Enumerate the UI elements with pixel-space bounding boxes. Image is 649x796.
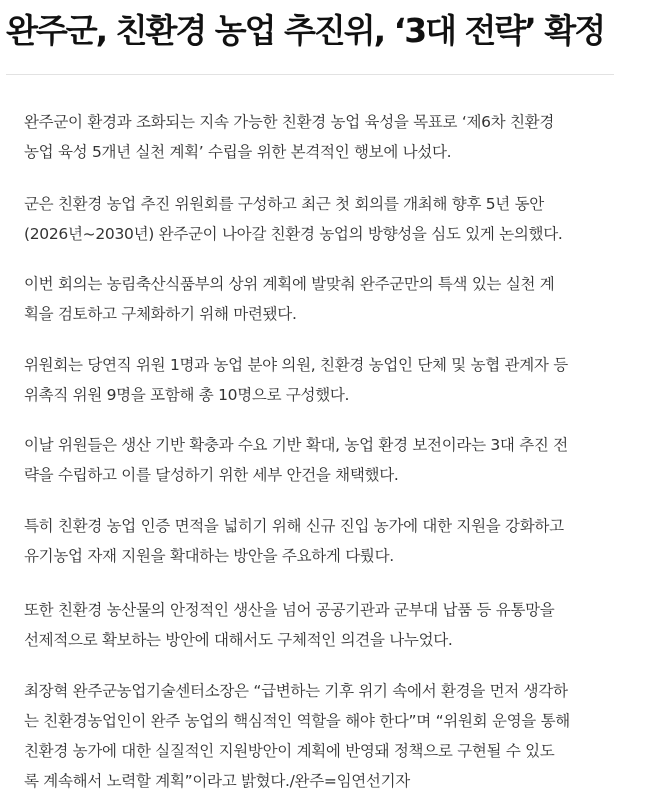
paragraph [24, 269, 606, 329]
paragraph-line: 또한 친환경 농산물의 안정적인 생산을 넘어 공공기관과 군부대 납품 등 유통망을 [24, 601, 555, 619]
paragraph [24, 350, 606, 410]
paragraph-line: 이번 회의는 농림축산식품부의 상위 계획에 발맞춰 완주군만의 특색 있는 실천 계 [24, 275, 555, 293]
paragraph-line: 최장혁 완주군농업기술센터소장은 “급변하는 기후 위기 속에서 환경을 먼저 생각하 [24, 682, 568, 700]
paragraph [24, 511, 606, 571]
paragraph [24, 595, 606, 655]
paragraph-line: 위원회는 당연직 위원 1명과 농업 분야 의원, 친환경 농업인 단체 및 농협 관계자 등 [24, 356, 568, 374]
headline-divider [6, 74, 614, 75]
paragraph-line: 친환경 농가에 대한 실질적인 지원방안이 계획에 반영돼 정책으로 구현될 수 있도 [24, 742, 555, 760]
paragraph [24, 107, 606, 167]
paragraph-line: 유기농업 자재 지원을 확대하는 방안을 주요하게 다뤘다. [24, 547, 394, 565]
paragraph-line: 군은 친환경 농업 추진 위원회를 구성하고 최근 첫 회의를 개최해 향후 5년 동안 [24, 195, 544, 213]
paragraph-line: 록 계속해서 노력할 계획”이라고 밝혔다./완주=임연선기자 [24, 772, 410, 790]
article-headline: 완주군, 친환경 농업 추진위, ‘3대 전략’ 확정 [6, 11, 605, 50]
paragraph [24, 430, 606, 490]
paragraph [24, 189, 606, 249]
paragraph-line: 는 친환경농업인이 완주 농업의 핵심적인 역할을 해야 한다”며 “위원회 운영을 통해 [24, 712, 570, 730]
paragraph-line: 획을 검토하고 구체화하기 위해 마련됐다. [24, 305, 297, 323]
paragraph-line: 략을 수립하고 이를 달성하기 위한 세부 안건을 채택했다. [24, 466, 399, 484]
paragraph-line: 특히 친환경 농업 인증 면적을 넓히기 위해 신규 진입 농가에 대한 지원을 강화하고 [24, 517, 564, 535]
paragraph-line: (2026년~2030년) 완주군이 나아갈 친환경 농업의 방향성을 심도 있게 논의했다. [24, 225, 563, 243]
paragraph-line: 위촉직 위원 9명을 포함해 총 10명으로 구성했다. [24, 386, 350, 404]
paragraph-line: 농업 육성 5개년 실천 계획’ 수립을 위한 본격적인 행보에 나섰다. [24, 143, 452, 161]
paragraph-line: 선제적으로 확보하는 방안에 대해서도 구체적인 의견을 나누었다. [24, 631, 453, 649]
paragraph [24, 676, 606, 796]
article-body [24, 107, 606, 796]
paragraph-line: 이날 위원들은 생산 기반 확충과 수요 기반 확대, 농업 환경 보전이라는 3대 추진 전 [24, 436, 568, 454]
paragraph-line: 완주군이 환경과 조화되는 지속 가능한 친환경 농업 육성을 목표로 ‘제6차 친환경 [24, 113, 554, 131]
